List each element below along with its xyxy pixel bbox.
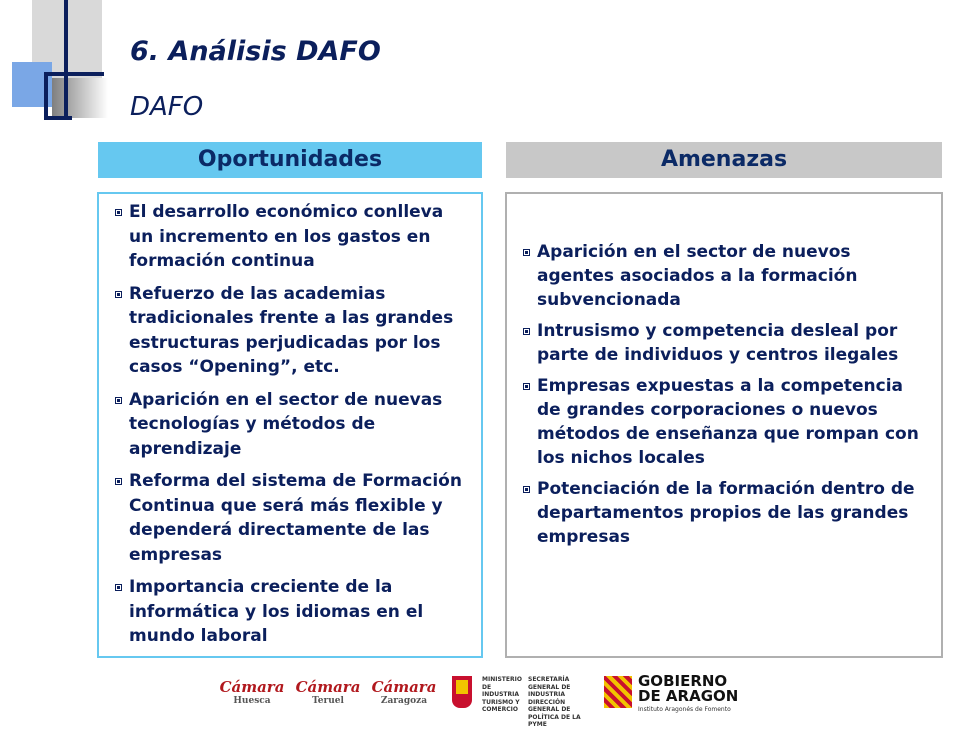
camara-city: Huesca xyxy=(233,696,271,706)
corner-decoration xyxy=(64,0,68,118)
bullet-square-icon xyxy=(523,486,530,493)
corner-decoration xyxy=(44,72,48,120)
bullet-square-icon xyxy=(115,397,122,404)
oportunidades-panel xyxy=(97,192,483,658)
ministerio-line: DE INDUSTRIA xyxy=(482,683,520,698)
gobierno-aragon-logo xyxy=(604,674,744,714)
ministerio-logo xyxy=(452,676,582,728)
bullet-text: Potenciación de la formación dentro de departamentos propios de las grandes empresas xyxy=(537,479,915,547)
bullet-text: Empresas expuestas a la competencia de grandes corporaciones o nuevos métodos de enseñanza que rompan con los nichos locales xyxy=(537,376,919,468)
bullet-item xyxy=(523,374,927,470)
bullet-square-icon xyxy=(523,249,530,256)
bullet-item xyxy=(115,575,467,649)
bullet-square-icon xyxy=(115,291,122,298)
bullet-square-icon xyxy=(115,478,122,485)
camara-logo-text: Cámara xyxy=(295,678,361,696)
bullet-text: Intrusismo y competencia desleal por parte de individuos y centros ilegales xyxy=(537,321,899,365)
bullet-item xyxy=(115,200,467,274)
ministerio-line: MINISTERIO xyxy=(482,676,522,683)
ministerio-line: TURISMO Y xyxy=(482,698,520,706)
bullet-text: El desarrollo económico conlleva un incremento en los gastos en formación continua xyxy=(129,202,444,271)
camara-city: Zaragoza xyxy=(380,696,428,706)
camara-logo-text: Cámara xyxy=(371,678,437,696)
amenazas-header: Amenazas xyxy=(506,142,942,178)
slide-title: 6. Análisis DAFO xyxy=(130,36,381,67)
bullet-text: Importancia creciente de la informática y los idiomas en el mundo laboral xyxy=(129,577,424,646)
corner-decoration xyxy=(52,78,108,118)
gobierno-sub: Instituto Aragonés de Fomento xyxy=(638,706,731,713)
bullet-text: Aparición en el sector de nuevas tecnologías y métodos de aprendizaje xyxy=(129,389,443,459)
bullet-square-icon xyxy=(523,328,530,335)
camara-zaragoza-logo xyxy=(366,678,442,706)
bullet-item xyxy=(523,240,927,312)
amenazas-panel xyxy=(505,192,943,658)
ministerio-line: COMERCIO xyxy=(482,706,518,713)
secretaria-line: DIRECCIÓN GENERAL DE xyxy=(528,698,571,713)
secretaria-line: POLÍTICA DE LA PYME xyxy=(528,713,581,728)
oportunidades-header: Oportunidades xyxy=(98,142,482,178)
bullet-item xyxy=(523,319,927,367)
bullet-text: Aparición en el sector de nuevos agentes asociados a la formación subvencionada xyxy=(537,242,858,310)
aragon-flag-icon xyxy=(604,676,632,708)
bullet-item xyxy=(115,469,467,567)
secretaria-line: SECRETARÍA GENERAL DE xyxy=(528,676,571,691)
bullet-item xyxy=(115,388,467,462)
ministerio-text xyxy=(482,676,526,714)
secretaria-text xyxy=(528,676,584,729)
secretaria-line: INDUSTRIA xyxy=(528,691,566,698)
camara-logo-text: Cámara xyxy=(219,678,285,696)
bullet-square-icon xyxy=(115,209,122,216)
amenazas-list xyxy=(523,240,927,549)
gobierno-line2: DE ARAGON xyxy=(638,687,739,705)
slide-subtitle: DAFO xyxy=(130,92,204,122)
bullet-square-icon xyxy=(523,383,530,390)
bullet-item xyxy=(115,282,467,380)
bullet-text: Refuerzo de las academias tradicionales frente a las grandes estructuras perjudicadas por los casos “Opening”, etc. xyxy=(129,283,454,377)
camara-teruel-logo xyxy=(290,678,366,706)
coat-of-arms-icon xyxy=(452,676,472,708)
bullet-text: Reforma del sistema de Formación Continua que será más flexible y dependerá directamente de las empresas xyxy=(129,471,462,565)
camara-city: Teruel xyxy=(312,696,344,706)
gobierno-line1: GOBIERNO xyxy=(638,672,728,690)
camara-huesca-logo xyxy=(214,678,290,706)
bullet-square-icon xyxy=(115,584,122,591)
bullet-item xyxy=(523,477,927,549)
footer-logos xyxy=(0,672,960,728)
oportunidades-list xyxy=(115,200,467,649)
corner-decoration xyxy=(44,116,72,120)
corner-decoration xyxy=(44,72,104,76)
